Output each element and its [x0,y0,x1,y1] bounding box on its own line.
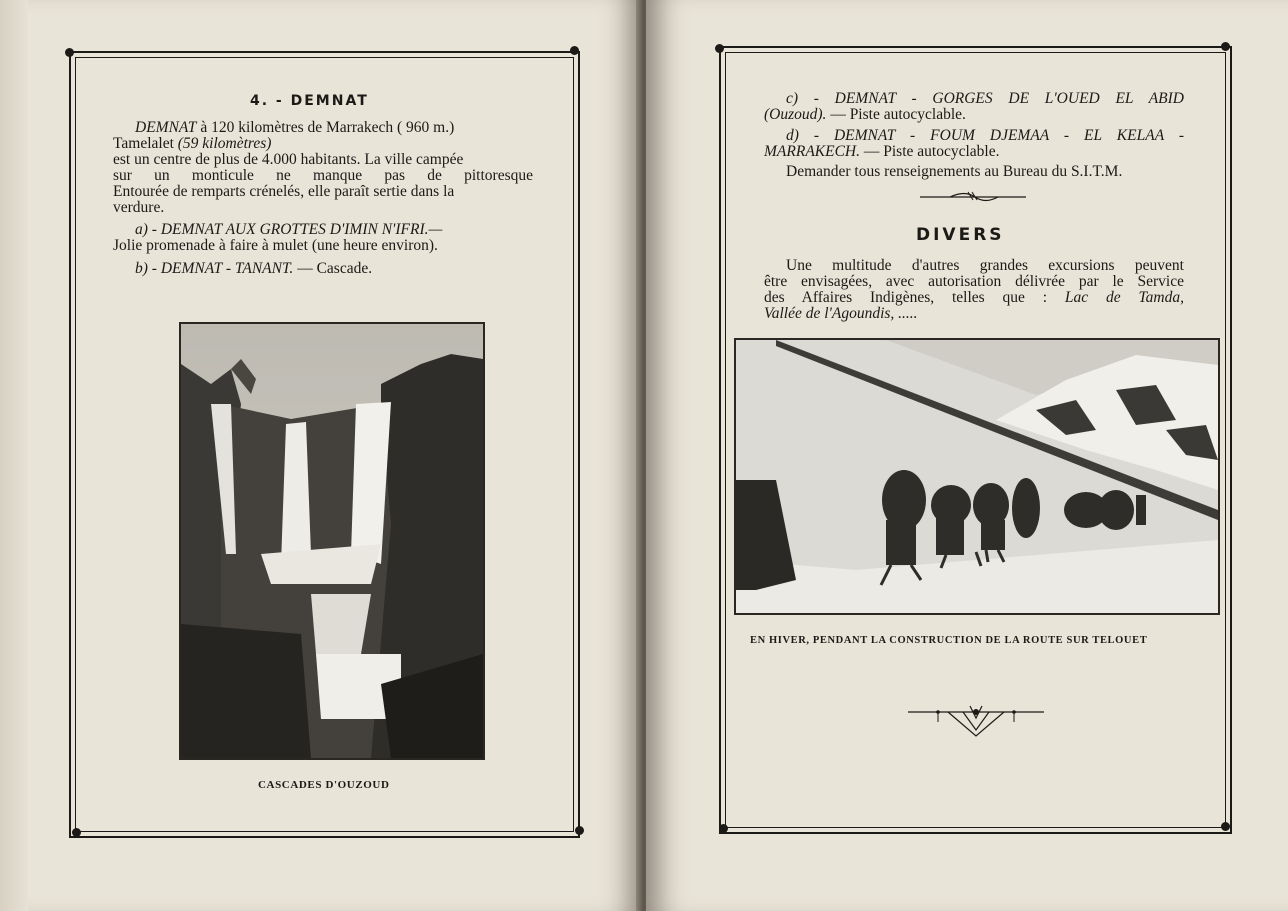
border-dot [1221,42,1230,51]
waterfall-photo [179,322,485,760]
item-b-label: b) - DEMNAT - TANANT. [135,260,294,277]
intro-text: verdure. [113,199,165,216]
vallee-agoundis: Vallée de l'Agoundis, ..... [764,305,918,322]
intro-text: Tamelalet [113,135,174,152]
border-dot [715,44,724,53]
section-heading-divers: DIVERS [916,225,1005,245]
item-d-label: d) - DEMNAT - FOUM DJEMAA - EL KELAA - [786,127,1184,144]
border-dot [570,46,579,55]
left-page-edge [0,0,28,911]
item-c-label: c) - DEMNAT - GORGES DE L'OUED EL ABID [786,90,1184,107]
divers-line: des Affaires Indigènes, telles que : [764,289,1065,306]
divers-line: être envisagées, avec autorisation délivrée par le Service [764,273,1184,290]
intro-text: à 120 kilomètres de Marrakech ( 960 m.) [196,119,455,136]
border-dot [65,48,74,57]
demnat-intro-paragraph [113,120,533,216]
border-dot [1221,822,1230,831]
snow-road-illustration [736,340,1218,613]
item-a-text: Jolie promenade à faire à mulet (une heure environ). [113,237,438,254]
item-b-text: — Cascade. [293,260,373,277]
item-c-label-2: (Ouzoud). [764,106,827,123]
item-d [764,128,1184,160]
item-c-text: — Piste autocyclable. [826,106,966,123]
waterfall-illustration [181,324,483,758]
border-dot [72,828,81,837]
intro-text: Entourée de remparts crénelés, elle paraît sertie dans la [113,183,455,200]
border-dot [575,826,584,835]
intro-text: est un centre de plus de 4.000 habitants. La ville campée [113,151,464,168]
item-a [113,222,533,254]
divers-line: Une multitude d'autres grandes excursions peuvent [786,257,1184,274]
snow-road-photo [734,338,1220,615]
divider-ornament [920,188,1026,204]
item-d-label-2: MARRAKECH. [764,143,860,160]
intro-text: sur un monticule ne manque pas de pittoresque [113,167,533,184]
item-b [113,261,533,277]
section-heading-demnat: 4. - DEMNAT [250,93,369,109]
right-photo-caption: EN HIVER, PENDANT LA CONSTRUCTION DE LA ROUTE SUR TELOUET [750,635,1148,646]
tamelalet-name: (59 kilomètres) [173,135,272,152]
tassel-ornament [908,702,1044,740]
border-dot [719,824,728,833]
left-photo-caption: CASCADES D'OUZOUD [258,779,390,791]
item-c [764,91,1184,123]
demnat-name: DEMNAT [135,119,197,136]
info-line: Demander tous renseignements au Bureau du S.I.T.M. [786,163,1123,180]
divers-paragraph [764,258,1184,322]
lac-de-tamda: Lac de Tamda, [1064,289,1184,306]
item-a-label: a) - DEMNAT AUX GROTTES D'IMIN N'IFRI.— [135,221,443,238]
info-line-container [764,164,1184,180]
item-d-text: — Piste autocyclable. [860,143,1000,160]
